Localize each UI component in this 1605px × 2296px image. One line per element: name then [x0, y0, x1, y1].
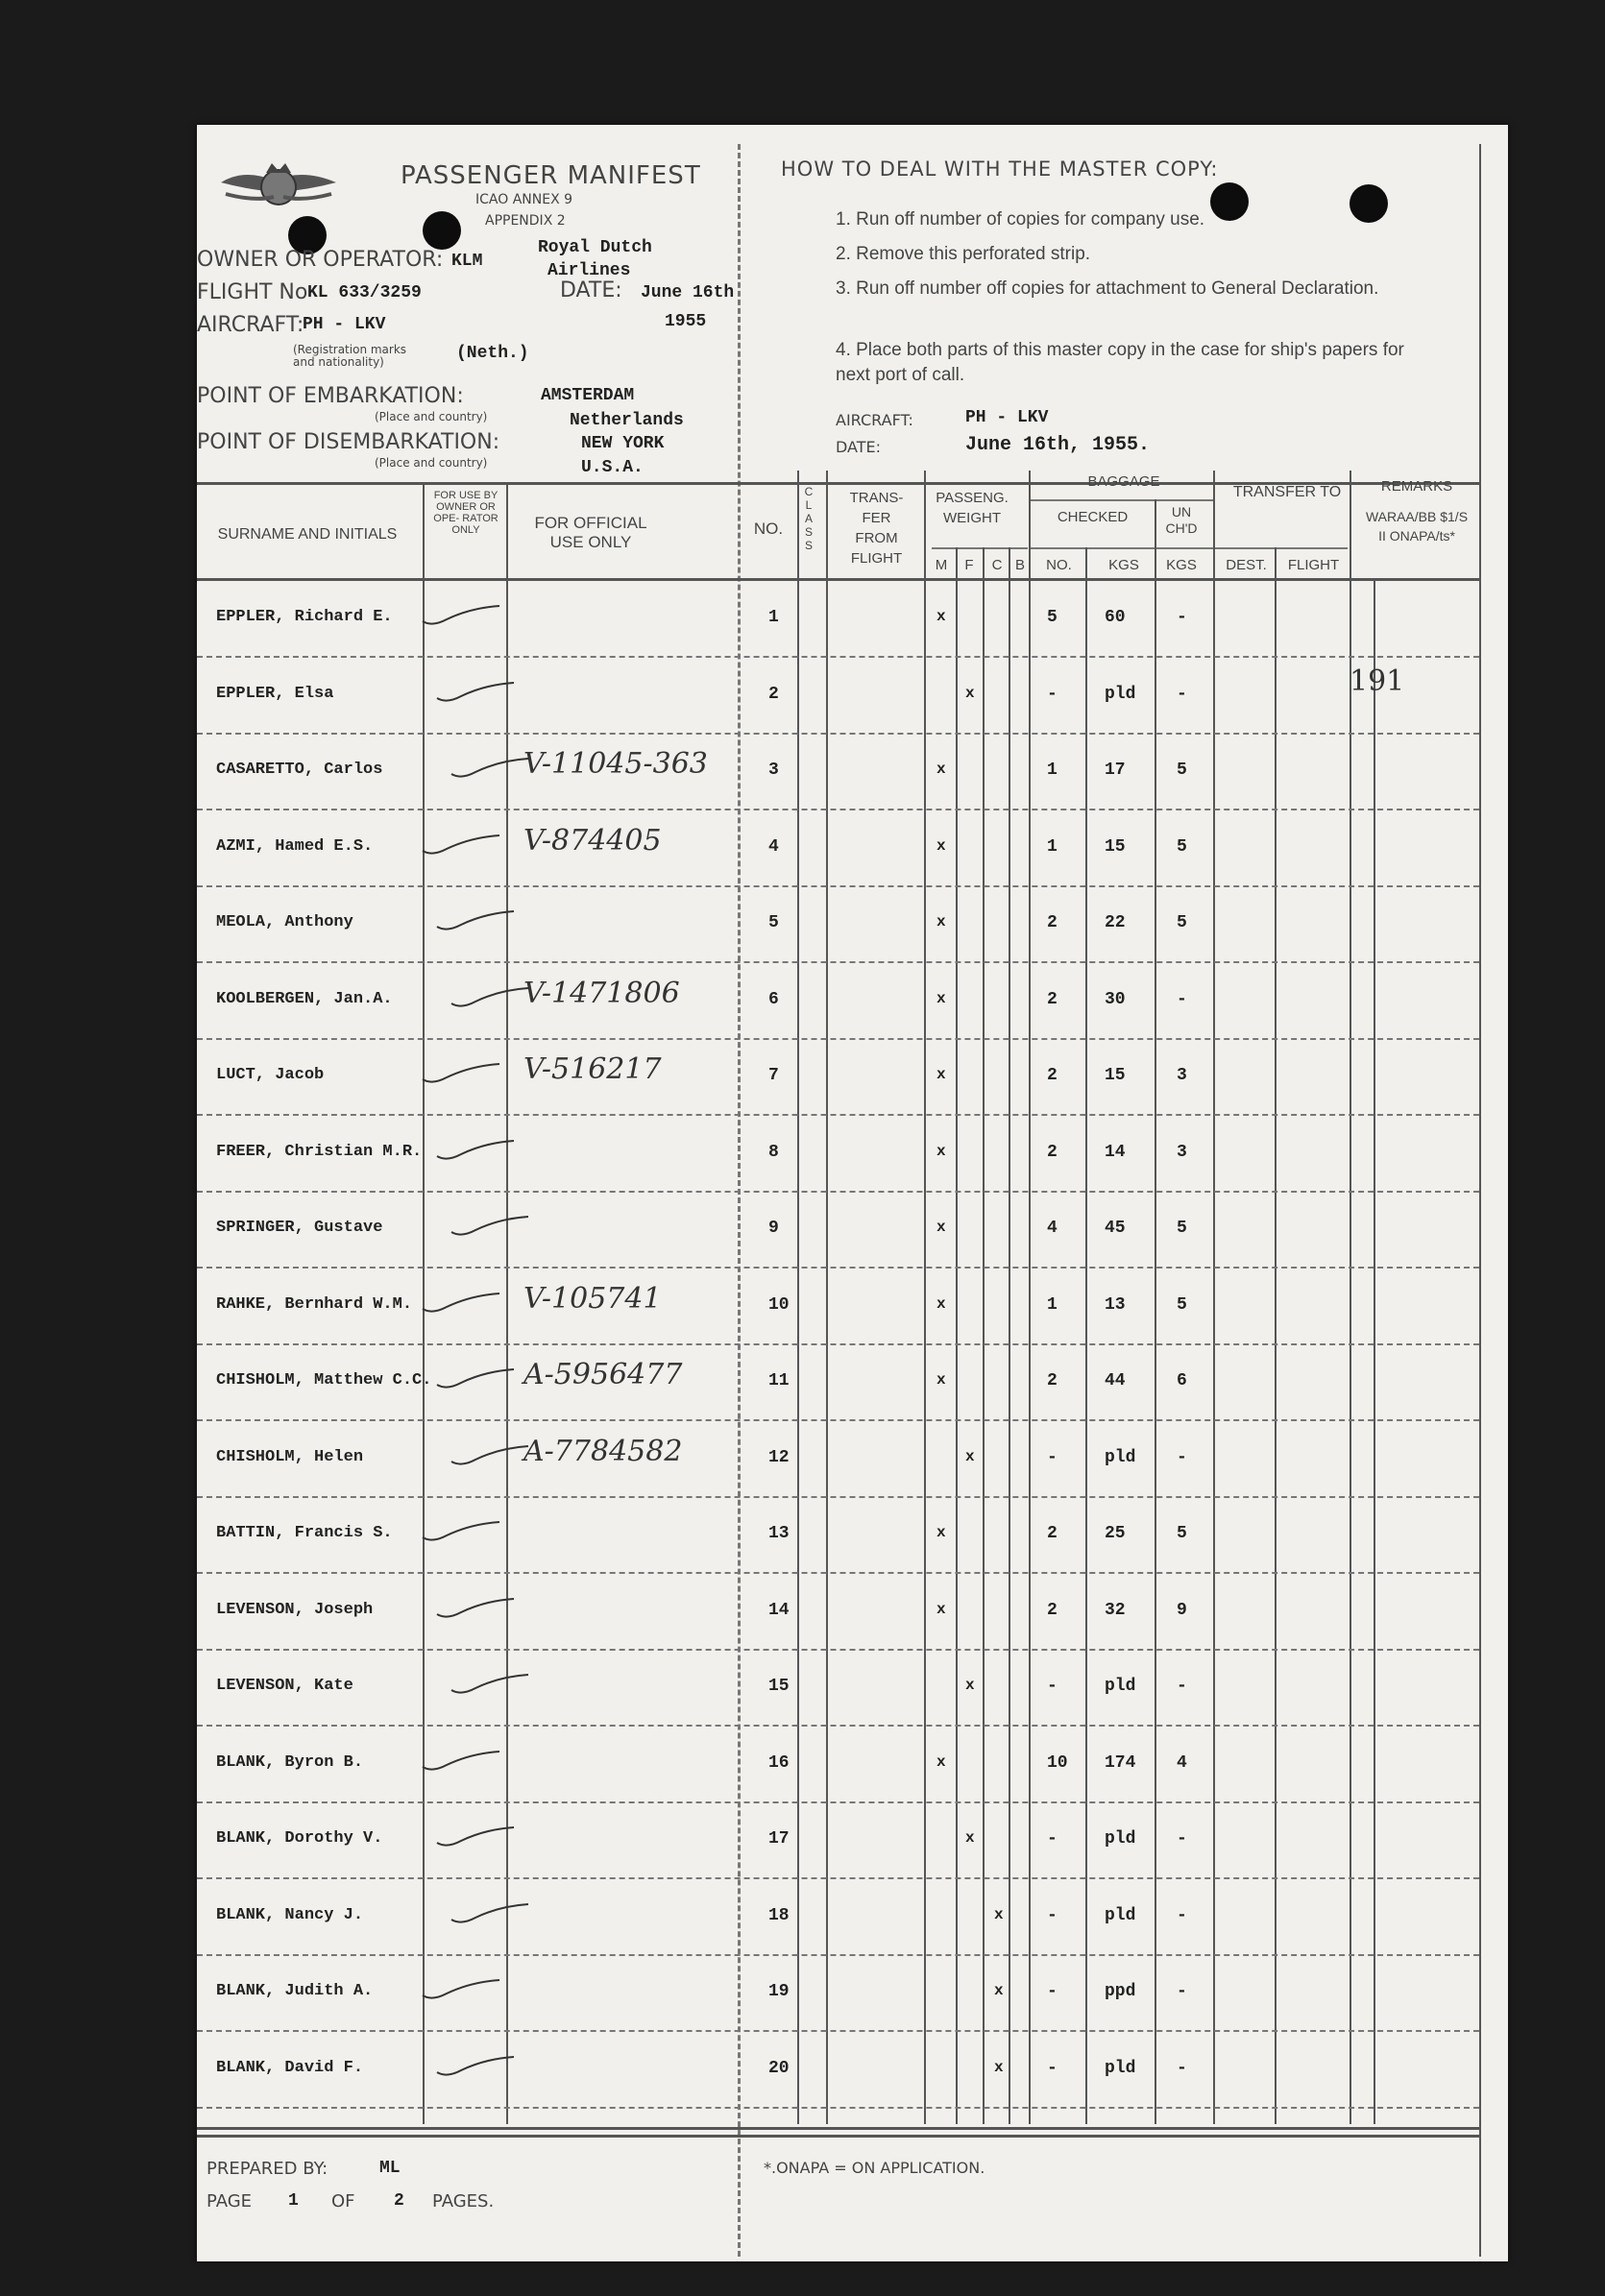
passenger-name: BLANK, Byron B.: [216, 1752, 364, 1772]
col-baggage: BAGGAGE: [1087, 473, 1160, 490]
disembark-country: U.S.A.: [581, 458, 644, 477]
bag-count: 5: [1047, 608, 1058, 627]
col-bag-no: NO.: [1046, 557, 1072, 573]
passenger-name: CHISHOLM, Matthew C.C.: [216, 1371, 432, 1390]
bag-kgs: pld: [1105, 1447, 1136, 1467]
instr-aircraft-value: PH - LKV: [965, 408, 1049, 427]
bag-kgs: pld: [1105, 1829, 1136, 1849]
header-divider: [932, 547, 1028, 549]
passenger-name: SPRINGER, Gustave: [216, 1219, 383, 1237]
passenger-name: EPPLER, Richard E.: [216, 608, 393, 626]
table-row: [197, 1497, 1479, 1573]
bag-kgs: pld: [1105, 684, 1136, 704]
aircraft-value: PH - LKV: [303, 315, 386, 334]
passenger-no: 11: [768, 1371, 790, 1390]
unchecked-kgs: -: [1177, 989, 1187, 1009]
checkmark-icon: [432, 1129, 519, 1168]
prepared-by-label: PREPARED BY:: [207, 2159, 328, 2179]
col-unchd: UN CH'D: [1165, 504, 1198, 536]
checkmark-icon: [447, 1663, 533, 1702]
col-transfer-from: TRANS- FER FROM FLIGHT: [849, 490, 904, 567]
weight-mark: x: [936, 1524, 946, 1541]
col-kgs: KGS: [1108, 557, 1139, 573]
unchecked-kgs: 5: [1177, 913, 1187, 932]
unchecked-kgs: 3: [1177, 1142, 1187, 1162]
passenger-no: 10: [768, 1294, 790, 1315]
unchecked-kgs: 5: [1177, 836, 1187, 857]
passenger-no: 17: [768, 1829, 790, 1849]
table-bottom-border: [197, 2127, 1479, 2130]
passenger-no: 14: [768, 1600, 790, 1620]
table-row: [197, 1802, 1479, 1878]
checkmark-icon: [447, 1205, 533, 1244]
passenger-no: 13: [768, 1524, 790, 1543]
instr-aircraft-label: AIRCRAFT:: [836, 411, 913, 429]
weight-mark: x: [936, 836, 946, 855]
passenger-no: 12: [768, 1447, 790, 1467]
col-c: C: [991, 557, 1003, 573]
bag-count: 1: [1047, 761, 1058, 780]
passenger-name: LUCT, Jacob: [216, 1066, 325, 1084]
unchecked-kgs: 4: [1177, 1752, 1187, 1773]
bag-kgs: ppd: [1105, 1982, 1136, 2001]
passenger-no: 6: [768, 989, 779, 1009]
bag-kgs: 22: [1105, 913, 1126, 932]
bag-kgs: 13: [1105, 1294, 1126, 1315]
weight-mark: x: [936, 1066, 946, 1083]
bag-count: 4: [1047, 1219, 1058, 1238]
unchecked-kgs: -: [1177, 1982, 1187, 2001]
weight-mark: x: [936, 1294, 946, 1313]
embark-note: (Place and country): [375, 410, 488, 423]
weight-mark: x: [994, 2058, 1004, 2076]
table-row: [197, 1421, 1479, 1497]
passenger-no: 16: [768, 1752, 790, 1773]
checkmark-icon: [418, 1052, 504, 1091]
page-value: 1: [288, 2191, 299, 2211]
passenger-name: BLANK, Judith A.: [216, 1982, 374, 2000]
checkmark-icon: [447, 1435, 533, 1473]
table-row: [197, 1269, 1479, 1344]
table-row: [197, 810, 1479, 886]
official-number: A-5956477: [523, 1358, 683, 1391]
passenger-no: 1: [768, 608, 779, 627]
embark-label: POINT OF EMBARKATION:: [197, 384, 464, 408]
col-surname: SURNAME AND INITIALS: [217, 526, 398, 543]
unchecked-kgs: -: [1177, 2058, 1187, 2078]
passenger-no: 15: [768, 1677, 790, 1696]
passenger-no: 18: [768, 1905, 790, 1925]
checkmark-icon: [418, 824, 504, 862]
table-row: [197, 1879, 1479, 1955]
owner-value-line2: Royal Dutch: [538, 238, 652, 257]
bag-kgs: 17: [1105, 761, 1126, 780]
unchecked-kgs: 5: [1177, 761, 1187, 780]
bag-count: 2: [1047, 1142, 1058, 1162]
remarks-note: 191: [1350, 665, 1405, 698]
instructions-title: HOW TO DEAL WITH THE MASTER COPY:: [781, 157, 1219, 181]
checkmark-icon: [432, 1816, 519, 1854]
unchecked-kgs: -: [1177, 684, 1187, 704]
prepared-by-value: ML: [379, 2159, 401, 2178]
checkmark-icon: [432, 900, 519, 938]
checkmark-icon: [432, 1587, 519, 1626]
instruction-item: 2. Remove this perforated strip.: [836, 244, 1091, 264]
bag-kgs: 44: [1105, 1371, 1126, 1390]
passenger-name: BLANK, Nancy J.: [216, 1905, 364, 1924]
official-number: V-516217: [523, 1052, 662, 1086]
bag-kgs: 30: [1105, 989, 1126, 1009]
bag-count: 2: [1047, 913, 1058, 932]
owner-label: OWNER OR OPERATOR:: [197, 248, 444, 272]
table-row: [197, 734, 1479, 810]
bag-kgs: 60: [1105, 608, 1126, 627]
col-class: C L A S S: [804, 485, 814, 552]
col-f: F: [964, 557, 974, 573]
col-transfer-to: TRANSFER TO: [1232, 484, 1342, 500]
official-number: V-105741: [523, 1281, 662, 1316]
weight-mark: x: [936, 761, 946, 778]
weight-mark: x: [965, 1447, 975, 1465]
passenger-name: RAHKE, Bernhard W.M.: [216, 1294, 413, 1314]
bag-count: 2: [1047, 1371, 1058, 1390]
col-m: M: [935, 557, 948, 573]
checkmark-icon: [418, 1740, 504, 1778]
checkmark-icon: [432, 2045, 519, 2084]
checkmark-icon: [418, 1511, 504, 1549]
unchecked-kgs: 9: [1177, 1600, 1187, 1620]
bag-count: -: [1047, 1905, 1058, 1925]
bag-kgs: pld: [1105, 1677, 1136, 1696]
col-passeng-weight: PASSENG. WEIGHT: [936, 490, 1009, 526]
instruction-item: 3. Run off number off copies for attachment to General Declaration.: [836, 278, 1379, 299]
page-label: PAGE: [207, 2191, 253, 2211]
bag-count: -: [1047, 1447, 1058, 1467]
table-row: [197, 1955, 1479, 2031]
bag-kgs: 15: [1105, 1066, 1126, 1085]
weight-mark: x: [965, 1677, 975, 1694]
weight-mark: x: [994, 1905, 1004, 1923]
pages-label: PAGES.: [432, 2191, 495, 2211]
passenger-name: BATTIN, Francis S.: [216, 1524, 393, 1542]
unchecked-kgs: 5: [1177, 1219, 1187, 1238]
official-number: A-7784582: [523, 1434, 683, 1468]
passenger-name: LEVENSON, Joseph: [216, 1600, 374, 1619]
bag-count: -: [1047, 684, 1058, 704]
official-number: V-11045-363: [523, 747, 708, 781]
col-divider: [1479, 144, 1481, 2257]
onapa-note: *.ONAPA = ON APPLICATION.: [764, 2159, 985, 2177]
bag-count: 1: [1047, 1294, 1058, 1315]
checkmark-icon: [418, 1969, 504, 2007]
checkmark-icon: [432, 1358, 519, 1396]
official-number: V-874405: [523, 823, 662, 858]
unchecked-kgs: -: [1177, 1677, 1187, 1696]
checkmark-icon: [447, 1893, 533, 1931]
table-row: [197, 1574, 1479, 1650]
klm-crown-logo-icon: [216, 154, 341, 221]
col-checked: CHECKED: [1057, 509, 1129, 525]
passenger-no: 4: [768, 836, 779, 857]
checkmark-icon: [432, 671, 519, 710]
embark-value: AMSTERDAM: [541, 386, 635, 405]
passenger-name: FREER, Christian M.R.: [216, 1142, 423, 1161]
table-row: [197, 2032, 1479, 2108]
instr-date-label: DATE:: [836, 438, 882, 456]
registration-note: (Registration marks and nationality): [293, 343, 407, 369]
bag-count: 2: [1047, 1600, 1058, 1620]
official-number: V-1471806: [523, 976, 680, 1010]
flight-value: KL 633/3259: [307, 283, 422, 302]
unchecked-kgs: 5: [1177, 1524, 1187, 1543]
date-year: 1955: [665, 312, 707, 331]
unchecked-kgs: 3: [1177, 1066, 1187, 1085]
table-row: [197, 1192, 1479, 1268]
weight-mark: x: [936, 1752, 946, 1771]
weight-mark: x: [936, 608, 946, 625]
table-row: [197, 1650, 1479, 1726]
date-value: June 16th: [641, 283, 735, 302]
owner-value: KLM: [451, 252, 483, 271]
unchecked-kgs: 6: [1177, 1371, 1187, 1390]
passenger-no: 7: [768, 1066, 779, 1085]
weight-mark: x: [936, 1142, 946, 1160]
bag-kgs: 32: [1105, 1600, 1126, 1620]
weight-mark: x: [936, 913, 946, 930]
col-unchd-kgs: KGS: [1166, 557, 1197, 573]
aircraft-label: AIRCRAFT:: [197, 313, 304, 337]
table-row: [197, 658, 1479, 734]
checkmark-icon: [418, 1282, 504, 1320]
disembark-label: POINT OF DISEMBARKATION:: [197, 430, 500, 454]
weight-mark: x: [936, 1219, 946, 1236]
col-remarks: REMARKS: [1380, 478, 1453, 495]
checkmark-icon: [418, 594, 504, 633]
bag-count: 10: [1047, 1752, 1068, 1773]
weight-mark: x: [936, 1371, 946, 1389]
weight-mark: x: [965, 684, 975, 702]
passenger-no: 9: [768, 1219, 779, 1238]
bag-kgs: 15: [1105, 836, 1126, 857]
passenger-name: BLANK, Dorothy V.: [216, 1829, 383, 1848]
icao-appendix: APPENDIX 2: [485, 213, 566, 229]
col-dest: DEST.: [1226, 557, 1267, 573]
passenger-name: KOOLBERGEN, Jan.A.: [216, 989, 393, 1008]
row-divider: [197, 2107, 1479, 2110]
unchecked-kgs: -: [1177, 1829, 1187, 1849]
instruction-item: 1. Run off number of copies for company use.: [836, 209, 1205, 230]
unchecked-kgs: -: [1177, 608, 1187, 627]
bag-count: -: [1047, 2058, 1058, 2078]
passenger-no: 3: [768, 761, 779, 780]
manifest-sheet: [197, 125, 1508, 2261]
col-official: FOR OFFICIAL USE ONLY: [534, 514, 647, 551]
passenger-name: CHISHOLM, Helen: [216, 1447, 364, 1466]
unchecked-kgs: -: [1177, 1905, 1187, 1925]
weight-mark: x: [936, 989, 946, 1007]
date-label: DATE:: [560, 278, 622, 302]
instruction-item: 4. Place both parts of this master copy in the case for ship's papers for next port of call.: [836, 340, 1404, 385]
header-divider: [1031, 547, 1348, 549]
table-row: [197, 581, 1479, 657]
bag-kgs: 45: [1105, 1219, 1126, 1238]
unchecked-kgs: -: [1177, 1447, 1187, 1467]
passenger-no: 8: [768, 1142, 779, 1162]
bag-count: -: [1047, 1829, 1058, 1849]
col-remarks-sub: WARAA/BB $1/S II ONAPA/ts*: [1365, 509, 1469, 544]
col-for-use: FOR USE BY OWNER OR OPE- RATOR ONLY: [433, 490, 499, 536]
passenger-no: 20: [768, 2058, 790, 2078]
checkmark-icon: [447, 747, 533, 785]
bag-kgs: 174: [1105, 1752, 1136, 1773]
table-row: [197, 1039, 1479, 1115]
passenger-name: EPPLER, Elsa: [216, 684, 334, 703]
table-row: [197, 1727, 1479, 1802]
bag-kgs: 14: [1105, 1142, 1126, 1162]
bag-count: 2: [1047, 1066, 1058, 1085]
col-flight: FLIGHT: [1287, 557, 1340, 573]
header-divider: [1031, 499, 1213, 501]
table-row: [197, 1344, 1479, 1420]
bag-kgs: pld: [1105, 1905, 1136, 1925]
punch-hole: [423, 211, 461, 250]
passenger-name: BLANK, David F.: [216, 2058, 364, 2077]
table-row: [197, 886, 1479, 962]
unchecked-kgs: 5: [1177, 1294, 1187, 1315]
pages-value: 2: [394, 2191, 404, 2211]
flight-label: FLIGHT No: [197, 280, 308, 304]
passenger-name: AZMI, Hamed E.S.: [216, 836, 374, 856]
passenger-no: 5: [768, 913, 779, 932]
table-row: [197, 1116, 1479, 1192]
embark-country: Netherlands: [570, 411, 684, 430]
passenger-name: MEOLA, Anthony: [216, 913, 353, 931]
bag-count: 1: [1047, 836, 1058, 857]
passenger-name: CASARETTO, Carlos: [216, 761, 383, 779]
bag-kgs: pld: [1105, 2058, 1136, 2078]
owner-value-line3: Airlines: [547, 261, 631, 280]
col-b: B: [1014, 557, 1025, 573]
registration-value: (Neth.): [456, 344, 529, 363]
passenger-name: LEVENSON, Kate: [216, 1677, 353, 1695]
bag-count: -: [1047, 1677, 1058, 1696]
checkmark-icon: [447, 977, 533, 1015]
weight-mark: x: [936, 1600, 946, 1618]
weight-mark: x: [965, 1829, 975, 1847]
disembark-value: NEW YORK: [581, 434, 665, 453]
table-row: [197, 963, 1479, 1039]
icao-annex: ICAO ANNEX 9: [475, 192, 573, 207]
bag-count: 2: [1047, 1524, 1058, 1543]
bag-count: 2: [1047, 989, 1058, 1009]
col-no: NO.: [753, 520, 784, 538]
passenger-no: 2: [768, 684, 779, 704]
of-label: OF: [331, 2191, 355, 2211]
manifest-title: PASSENGER MANIFEST: [401, 161, 701, 190]
weight-mark: x: [994, 1982, 1004, 1999]
disembark-note: (Place and country): [375, 456, 488, 470]
table-bottom-border-2: [197, 2135, 1479, 2138]
passenger-no: 19: [768, 1982, 790, 2001]
bag-kgs: 25: [1105, 1524, 1126, 1543]
instr-date-value: June 16th, 1955.: [965, 434, 1151, 456]
bag-count: -: [1047, 1982, 1058, 2001]
